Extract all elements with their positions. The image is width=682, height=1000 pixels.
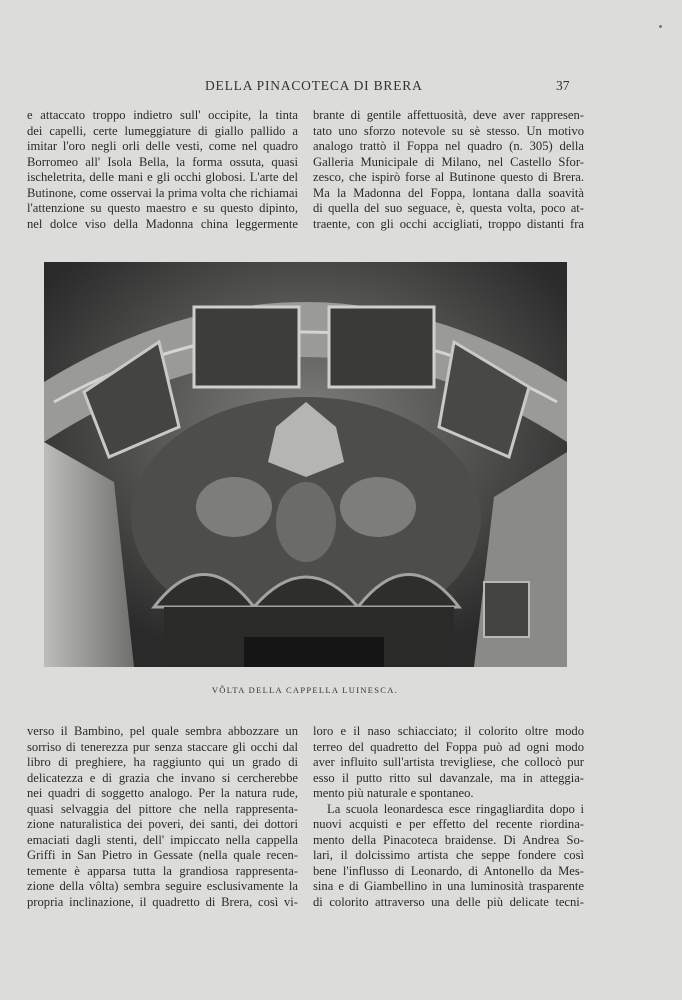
text-line: La scuola leonardesca esce ringagliardita dopo i [327,801,584,816]
text-line: e attaccato troppo indietro sull' occipite, la tinta [27,108,298,122]
text-line: ischeletrita, delle mani e gli occhi globosi. L'arte del [27,170,298,184]
text-line: bene l'influsso di Leonardo, di Antonello da Mes- [313,863,584,878]
figure-caption: VÔLTA DELLA CAPPELLA LUINESCA. [211,685,399,695]
text-line: esso il putto ritto sul davanzale, ma in atteggia- [313,770,584,785]
text-column-bottom-left [27,724,298,910]
text-line: nel dolce viso della Madonna china leggermente [27,216,298,231]
text-line: l'attenzione su questo maestro e su questo dipinto, [27,201,298,215]
text-line: Galleria Municipale di Milano, nel Castello Sfor- [313,154,584,169]
text-line: traente, con gli occhi accigliati, troppo distanti fra [313,216,584,231]
text-line: zione naturalistica dei poveri, dei santi, dei dottori [27,817,298,831]
text-line: delicatezza e di grazia che invano si cercherebbe [27,770,298,785]
chapel-vault-photograph [44,262,567,667]
text-line: verso il Bambino, pel quale sembra abbozzare un [27,724,298,738]
text-line: dei capelli, certe lumeggiature di giallo pallido a [27,123,298,138]
text-line: di colorito attraverso una delle più delicate tecni- [313,894,584,909]
text-line: propria inclinazione, il quadretto di Brera, così vi- [27,894,298,909]
text-line: Griffi in San Pietro in Gessate (nella quale recen- [27,848,298,862]
text-line: tato uno sforzo notevole su sè stesso. Un motivo [313,123,584,138]
text-line: nuovi acquisti e per effetto del recente riordina- [313,817,584,831]
text-line: di quella del suo seguace, è, questa volta, poco at- [313,201,584,215]
text-column-top-right [313,108,584,232]
text-line: Ma la Madonna del Foppa, lontana dalla soavità [313,185,584,200]
text-line: temente è apparsa tutta la grandiosa rappresenta- [27,863,298,878]
text-line: emaciati dagli stenti, dell' impiccato nella cappella [27,832,298,847]
text-line: aver influito sull'artista trevigliese, che collocò pur [313,755,584,769]
text-line: Borromeo all' Isola Bella, la forma ossuta, quasi [27,154,298,169]
text-column-top-left [27,108,298,232]
text-line: zione della vôlta) sembra seguire esclusivamente la [27,879,298,893]
text-line: Butinone, come osservai la prima volta che richiamai [27,185,298,200]
text-line: mento della Pinacoteca braidense. Di Andrea So- [313,832,584,847]
text-column-bottom-right [313,724,584,910]
paper-speck [659,25,662,28]
text-line: libro di preghiere, ha raggiunto qui un grado di [27,755,298,769]
text-line: brante di gentile affettuosità, deve aver rappresen- [313,108,584,122]
text-line: nei quadri di soggetto analogo. Per la natura rude, [27,786,298,800]
vault-illustration [44,262,567,667]
running-head: DELLA PINACOTECA DI BRERA [205,78,423,93]
text-line: quasi selvaggia del pittore che nella rappresenta- [27,801,298,816]
text-line: zesco, che ispirò forse al Butinone questo di Brera. [313,170,584,184]
text-line: sorriso di tenerezza pur senza staccare gli occhi dal [27,739,298,754]
text-line: analogo trattò il Foppa nel quadro (n. 305) della [313,139,584,153]
text-line: mento più naturale e spontaneo. [313,786,474,800]
page-number: 37 [556,78,570,93]
text-line: loro e il naso schiacciato; il colorito oltre modo [313,724,584,738]
text-line: lari, il dolcissimo artista che seppe fondere così [313,848,584,862]
text-line: imitar l'oro negli orli delle vesti, come nel quadro [27,139,298,153]
text-line: sina e di Giambellino in una luminosità trasparente [313,879,584,893]
text-line: terreo del quadretto del Foppa può ad ogni modo [313,739,584,754]
